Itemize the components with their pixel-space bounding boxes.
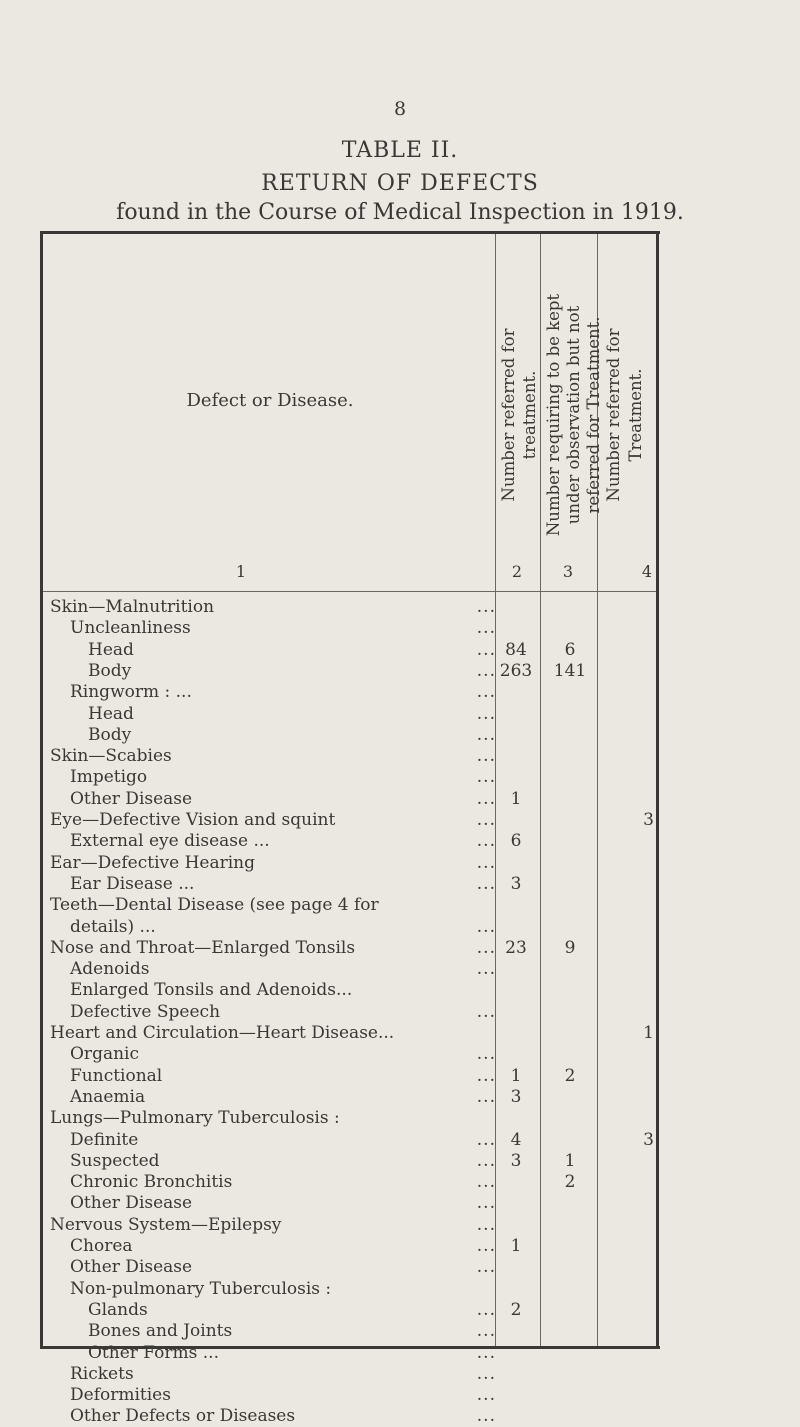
table-row bbox=[0, 1364, 800, 1385]
table-row bbox=[0, 1002, 800, 1023]
defect-label: Other Disease bbox=[70, 1193, 193, 1214]
under-observation-value: 1 bbox=[564, 1150, 576, 1171]
leader-dots: ... bbox=[476, 873, 496, 894]
leader-dots: ... bbox=[476, 1086, 496, 1107]
referred-for-treatment-value: 263 bbox=[499, 660, 533, 681]
under-observation-value: 141 bbox=[553, 660, 587, 681]
table-row bbox=[0, 789, 800, 810]
defect-label: Nose and Throat—Enlarged Tonsils bbox=[50, 937, 356, 958]
defect-label: Other Disease bbox=[70, 788, 193, 809]
leader-dots: ... bbox=[476, 1150, 496, 1171]
defect-label: Enlarged Tonsils and Adenoids... bbox=[70, 980, 353, 1001]
referred-value: 3 bbox=[643, 810, 654, 830]
referred-for-treatment-value: 1 bbox=[510, 788, 522, 809]
table-row bbox=[0, 938, 800, 959]
leader-dots: ... bbox=[476, 639, 496, 660]
leader-dots: ... bbox=[476, 916, 496, 937]
defect-label: Other Disease bbox=[70, 1257, 193, 1278]
defect-label: Rickets bbox=[70, 1363, 134, 1384]
table-row bbox=[0, 725, 800, 746]
defect-label: Eye—Defective Vision and squint bbox=[50, 810, 336, 830]
defect-label: Other Defects or Diseases bbox=[70, 1406, 296, 1427]
under-observation-value: 2 bbox=[564, 1172, 576, 1193]
defect-label: Bones and Joints bbox=[88, 1321, 233, 1342]
referred-for-treatment-value: 3 bbox=[510, 873, 522, 894]
defect-label: Impetigo bbox=[70, 767, 148, 788]
defect-label: Organic bbox=[70, 1044, 139, 1065]
table-row bbox=[0, 1343, 800, 1364]
col2-header-line2: treatment. bbox=[520, 370, 539, 460]
col4-header-line1: Number referred for bbox=[604, 328, 623, 502]
defect-label: Head bbox=[88, 639, 134, 660]
defect-label: Ear Disease ... bbox=[70, 873, 195, 894]
referred-for-treatment-value: 3 bbox=[510, 1150, 522, 1171]
referred-value: 1 bbox=[643, 1023, 654, 1043]
table-top-border bbox=[40, 231, 660, 234]
table-row bbox=[0, 959, 800, 980]
leader-dots: ... bbox=[476, 1214, 496, 1235]
leader-dots: ... bbox=[476, 660, 496, 681]
leader-dots: ... bbox=[476, 1236, 496, 1256]
col4-header-line2: Treatment. bbox=[626, 368, 645, 462]
leader-dots: ... bbox=[476, 682, 496, 703]
leader-dots: ... bbox=[476, 937, 496, 958]
defect-label: Head bbox=[88, 703, 134, 724]
col2-number: 2 bbox=[511, 562, 523, 581]
leader-dots: ... bbox=[476, 597, 496, 617]
leader-dots: ... bbox=[476, 1385, 496, 1406]
leader-dots: ... bbox=[476, 1406, 496, 1427]
table-row bbox=[0, 640, 800, 661]
leader-dots: ... bbox=[476, 1257, 496, 1278]
col4-number: 4 bbox=[641, 562, 653, 581]
return-title: RETURN OF DEFECTS bbox=[261, 171, 539, 196]
table-row bbox=[0, 682, 800, 703]
leader-dots: ... bbox=[476, 788, 496, 809]
leader-dots: ... bbox=[476, 959, 496, 980]
table-row bbox=[0, 1300, 800, 1321]
defect-label: Suspected bbox=[70, 1150, 160, 1171]
referred-for-treatment-value: 1 bbox=[510, 1065, 522, 1086]
table-row bbox=[0, 704, 800, 725]
table-row bbox=[0, 1023, 800, 1044]
table-row bbox=[0, 1236, 800, 1257]
header-divider bbox=[43, 591, 656, 592]
col3-header-line1: Number requiring to be kept bbox=[544, 293, 563, 537]
defect-label: Body bbox=[88, 660, 132, 681]
table-row bbox=[0, 1108, 800, 1129]
referred-for-treatment-value: 2 bbox=[510, 1299, 522, 1320]
table-row bbox=[0, 1279, 800, 1300]
leader-dots: ... bbox=[476, 1129, 496, 1150]
table-row bbox=[0, 1172, 800, 1193]
leader-dots: ... bbox=[476, 1299, 496, 1320]
under-observation-value: 2 bbox=[564, 1065, 576, 1086]
leader-dots: ... bbox=[476, 767, 496, 788]
table-row bbox=[0, 1257, 800, 1278]
table-row bbox=[0, 917, 800, 938]
table-row bbox=[0, 895, 800, 916]
defect-label: Defective Speech bbox=[70, 1001, 221, 1022]
leader-dots: ... bbox=[476, 746, 496, 767]
leader-dots: ... bbox=[476, 1044, 496, 1065]
table-row bbox=[0, 980, 800, 1001]
table-row bbox=[0, 1193, 800, 1214]
leader-dots: ... bbox=[476, 1172, 496, 1193]
col3-number: 3 bbox=[562, 562, 574, 581]
table-row bbox=[0, 618, 800, 639]
defect-label: Body bbox=[88, 724, 132, 745]
under-observation-value: 9 bbox=[564, 937, 576, 958]
table-row bbox=[0, 1044, 800, 1065]
leader-dots: ... bbox=[476, 724, 496, 745]
subtitle: found in the Course of Medical Inspection in 1919. bbox=[116, 200, 684, 225]
referred-for-treatment-value: 6 bbox=[510, 831, 522, 852]
referred-for-treatment-value: 84 bbox=[505, 639, 527, 660]
defect-label: Functional bbox=[70, 1065, 163, 1086]
table-row bbox=[0, 1151, 800, 1172]
defect-label: Chorea bbox=[70, 1236, 133, 1256]
defect-label: Skin—Malnutrition bbox=[50, 597, 215, 617]
leader-dots: ... bbox=[476, 618, 496, 639]
leader-dots: ... bbox=[476, 1193, 496, 1214]
table-row bbox=[0, 1215, 800, 1236]
col3-header-line2: under observation but not bbox=[564, 305, 583, 525]
defect-label: Skin—Scabies bbox=[50, 746, 172, 767]
table-row bbox=[0, 1406, 800, 1427]
col3-header-line3: referred for Treatment. bbox=[584, 316, 603, 514]
defect-label: Adenoids bbox=[70, 959, 150, 980]
defect-label: Uncleanliness bbox=[70, 618, 191, 639]
table-row bbox=[0, 1066, 800, 1087]
col1-number: 1 bbox=[235, 562, 247, 581]
under-observation-value: 6 bbox=[564, 639, 576, 660]
leader-dots: ... bbox=[476, 852, 496, 873]
page-number: 8 bbox=[393, 98, 407, 120]
defect-label: Non-pulmonary Tuberculosis : bbox=[70, 1278, 332, 1299]
defect-column-header: Defect or Disease. bbox=[186, 390, 354, 411]
defect-label: details) ... bbox=[70, 916, 156, 937]
leader-dots: ... bbox=[476, 1363, 496, 1384]
leader-dots: ... bbox=[476, 1342, 496, 1363]
defect-label: External eye disease ... bbox=[70, 831, 270, 852]
leader-dots: ... bbox=[476, 1065, 496, 1086]
table-row bbox=[0, 597, 800, 618]
table-row bbox=[0, 661, 800, 682]
leader-dots: ... bbox=[476, 1001, 496, 1022]
table-row bbox=[0, 1385, 800, 1406]
table-row bbox=[0, 1321, 800, 1342]
defect-label: Deformities bbox=[70, 1385, 171, 1406]
defect-label: Lungs—Pulmonary Tuberculosis : bbox=[50, 1108, 340, 1129]
defect-label: Other Forms ... bbox=[88, 1342, 219, 1363]
table-title: TABLE II. bbox=[341, 138, 459, 163]
defect-label: Heart and Circulation—Heart Disease... bbox=[50, 1023, 395, 1043]
referred-for-treatment-value: 23 bbox=[505, 937, 527, 958]
table-row bbox=[0, 767, 800, 788]
defect-label: Teeth—Dental Disease (see page 4 for bbox=[50, 895, 379, 916]
leader-dots: ... bbox=[476, 831, 496, 852]
referred-for-treatment-value: 4 bbox=[510, 1129, 522, 1150]
table-row bbox=[0, 1087, 800, 1108]
defect-label: Definite bbox=[70, 1129, 139, 1150]
table-row bbox=[0, 874, 800, 895]
defect-label: Nervous System—Epilepsy bbox=[50, 1214, 282, 1235]
referred-for-treatment-value: 3 bbox=[510, 1086, 522, 1107]
leader-dots: ... bbox=[476, 703, 496, 724]
table-row bbox=[0, 831, 800, 852]
defect-label: Chronic Bronchitis bbox=[70, 1172, 233, 1193]
leader-dots: ... bbox=[476, 1321, 496, 1342]
table-row bbox=[0, 853, 800, 874]
defect-label: Anaemia bbox=[70, 1086, 146, 1107]
leader-dots: ... bbox=[476, 810, 496, 830]
table-row bbox=[0, 810, 800, 831]
table-row bbox=[0, 1130, 800, 1151]
referred-for-treatment-value: 1 bbox=[510, 1236, 522, 1256]
defect-label: Ear—Defective Hearing bbox=[50, 852, 255, 873]
col2-header-line1: Number referred for bbox=[499, 328, 518, 502]
referred-value: 3 bbox=[643, 1129, 654, 1150]
table-row bbox=[0, 746, 800, 767]
defect-label: Glands bbox=[88, 1299, 148, 1320]
defect-label: Ringworm : ... bbox=[70, 682, 192, 703]
